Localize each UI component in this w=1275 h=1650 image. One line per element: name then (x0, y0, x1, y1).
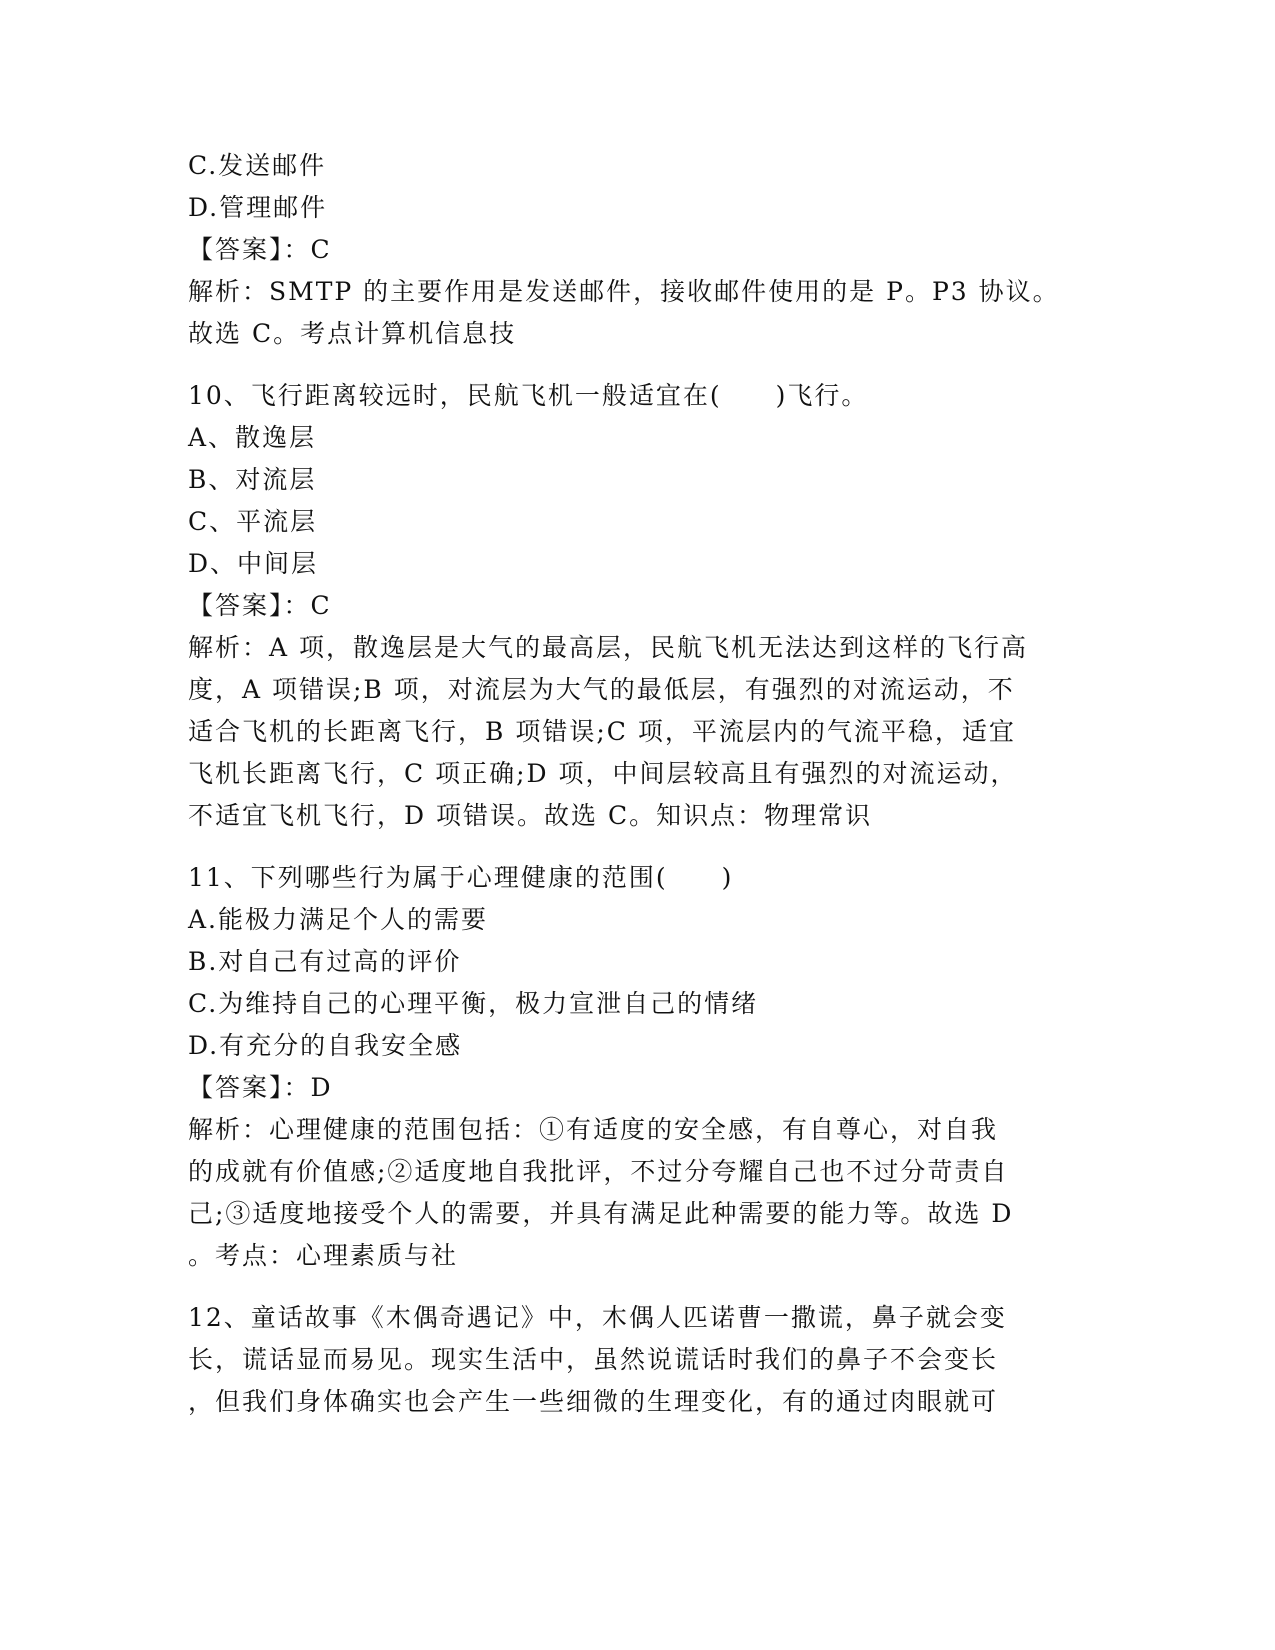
document-content (188, 145, 1088, 1423)
analysis-line: 解析：心理健康的范围包括：①有适度的安全感，有自尊心，对自我 (188, 1115, 999, 1144)
analysis-line: 解析：SMTP 的主要作用是发送邮件，接收邮件使用的是 P。P3 协议。 (188, 277, 1060, 306)
analysis-line: 不适宜飞机飞行，D 项错误。故选 C。知识点：物理常识 (188, 801, 873, 830)
analysis-line: 己;③适度地接受个人的需要，并具有满足此种需要的能力等。故选 D (188, 1199, 1014, 1228)
analysis-line: 故选 C。考点计算机信息技 (188, 319, 517, 348)
option-d: D.有充分的自我安全感 (188, 1031, 463, 1060)
analysis-line: 的成就有价值感;②适度地自我批评，不过分夸耀自己也不过分苛责自 (188, 1157, 1009, 1186)
option-a: A.能极力满足个人的需要 (188, 905, 489, 934)
analysis-line: 解析：A 项，散逸层是大气的最高层，民航飞机无法达到这样的飞行高 (188, 633, 1029, 662)
option-d: D.管理邮件 (188, 193, 328, 222)
question-text: 11、下列哪些行为属于心理健康的范围( ) (188, 863, 734, 892)
answer-line: 【答案】：C (188, 235, 332, 264)
question-text: 12、童话故事《木偶奇遇记》中，木偶人匹诺曹一撒谎，鼻子就会变 (188, 1303, 1007, 1332)
option-b: B、对流层 (188, 465, 317, 494)
option-c: C.为维持自己的心理平衡，极力宣泄自己的情绪 (188, 989, 759, 1018)
option-d: D、中间层 (188, 549, 319, 578)
analysis-line: 。考点：心理素质与社 (188, 1241, 459, 1270)
option-c: C.发送邮件 (188, 151, 327, 180)
question-text: 10、飞行距离较远时，民航飞机一般适宜在( )飞行。 (188, 381, 869, 410)
analysis-line: 度，A 项错误;B 项，对流层为大气的最低层，有强烈的对流运动，不 (188, 675, 1015, 704)
analysis-line: 飞机长距离飞行，C 项正确;D 项，中间层较高且有强烈的对流运动， (188, 759, 1018, 788)
question-11 (188, 857, 1088, 1277)
answer-line: 【答案】：D (188, 1073, 333, 1102)
question-12 (188, 1297, 1088, 1423)
option-c: C、平流层 (188, 507, 318, 536)
answer-line: 【答案】：C (188, 591, 332, 620)
option-a: A、散逸层 (188, 423, 317, 452)
question-10 (188, 375, 1088, 837)
question-text: 长，谎话显而易见。现实生活中，虽然说谎话时我们的鼻子不会变长 (188, 1345, 999, 1374)
question-text: ，但我们身体确实也会产生一些细微的生理变化，有的通过肉眼就可 (188, 1387, 999, 1416)
question-9-tail (188, 145, 1088, 355)
option-b: B.对自己有过高的评价 (188, 947, 462, 976)
analysis-line: 适合飞机的长距离飞行，B 项错误;C 项，平流层内的气流平稳，适宜 (188, 717, 1016, 746)
